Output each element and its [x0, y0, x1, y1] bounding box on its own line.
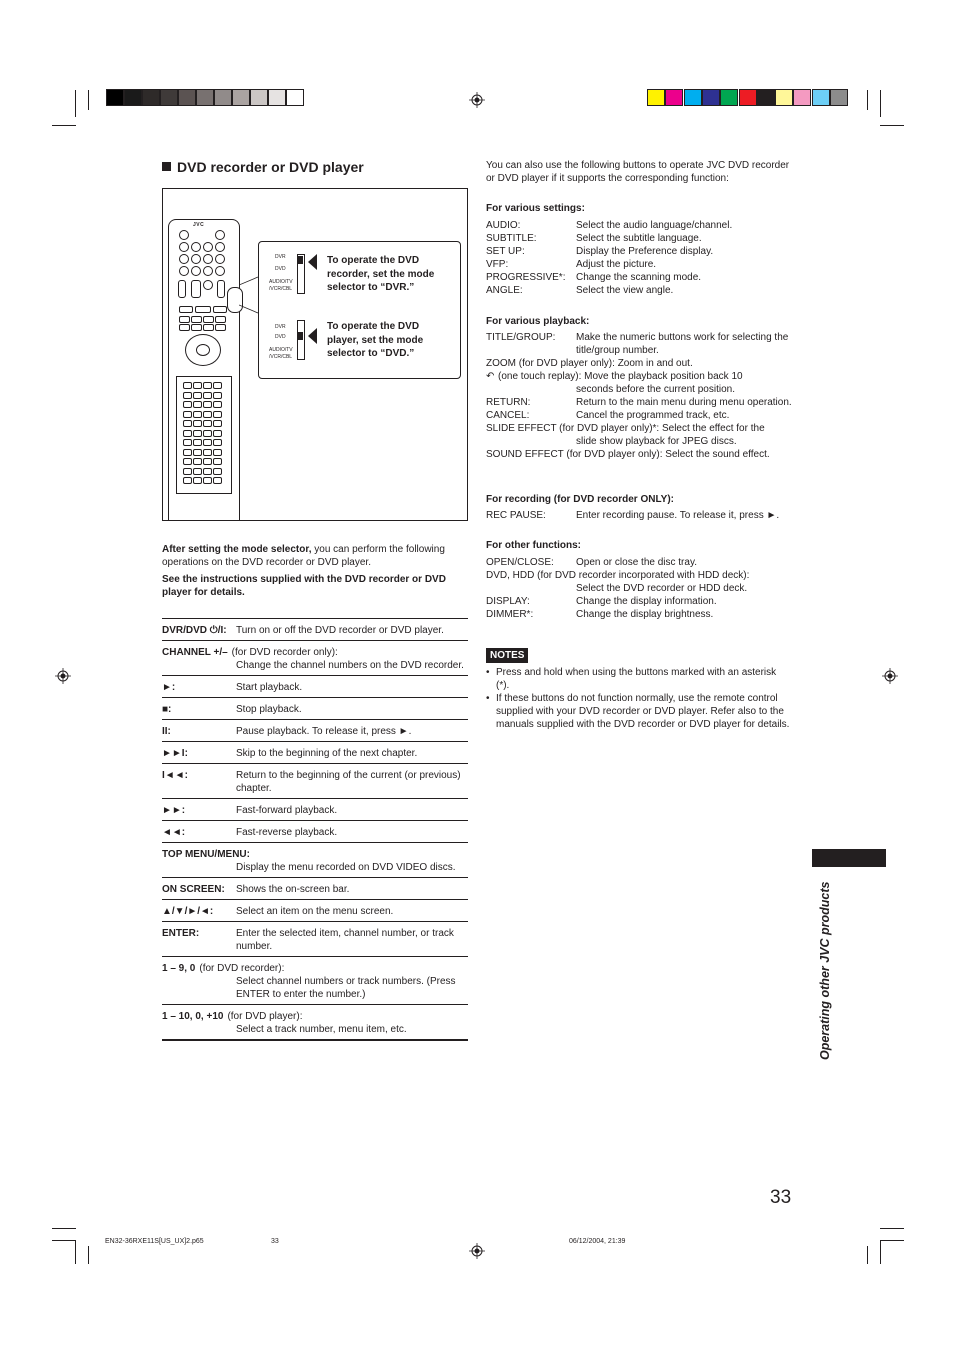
remote-button [179, 316, 190, 323]
mode-selector-callout [258, 241, 461, 379]
gray-swatch [232, 89, 250, 106]
bullet-icon: • [486, 693, 490, 704]
remote-button [178, 280, 186, 298]
remote-button [191, 316, 202, 323]
setting-key: SUBTITLE: [486, 233, 537, 244]
command-description: Start playback. [236, 682, 303, 693]
gray-swatch [196, 89, 214, 106]
side-label: Operating other JVC products [818, 881, 832, 1060]
remote-button [215, 254, 225, 264]
remote-button [203, 316, 214, 323]
command-row [162, 742, 468, 764]
one-touch-replay-icon: ↶ [486, 371, 495, 382]
remote-button [215, 230, 225, 240]
command-key: ▲/▼/►/◄: [162, 906, 214, 917]
command-row [162, 821, 468, 843]
command-row [162, 843, 468, 878]
intro-see-instructions: See the instructions supplied with the DVD recorder or DVD player for details. [162, 574, 446, 598]
command-key: 1 – 10, 0, +10 [162, 1011, 224, 1022]
command-row [162, 698, 468, 720]
setting-value: Change the scanning mode. [576, 272, 702, 283]
remote-control-illustration [168, 219, 240, 520]
command-description: Select channel numbers or track numbers. (Press ENTER to enter the number.) [236, 976, 456, 1000]
command-key: II: [162, 726, 171, 737]
command-key: ■: [162, 704, 172, 715]
command-key: 1 – 9, 0 [162, 963, 196, 974]
remote-button [215, 266, 225, 276]
color-swatch [775, 89, 793, 106]
command-key: CHANNEL +/– [162, 647, 228, 658]
remote-button [179, 254, 189, 264]
switch-knob [297, 256, 303, 264]
color-swatch [793, 89, 811, 106]
footer-page: 33 [271, 1238, 279, 1245]
setting-row [486, 232, 796, 245]
setting-key: PROGRESSIVE*: [486, 272, 566, 283]
command-key: I◄◄: [162, 770, 188, 781]
command-key: ►►I: [162, 748, 188, 759]
color-swatch [739, 89, 757, 106]
remote-button [213, 306, 227, 313]
footer-date: 06/12/2004, 21:39 [569, 1238, 626, 1245]
color-swatch [702, 89, 720, 106]
setting-key: ANGLE: [486, 285, 523, 296]
command-description: Turn on or off the DVD recorder or DVD player. [236, 625, 444, 636]
setting-key: SET UP: [486, 246, 525, 257]
color-swatch [720, 89, 738, 106]
command-row [162, 900, 468, 922]
command-description: Return to the beginning of the current (or previous) chapter. [236, 770, 461, 794]
command-key: DVR/DVD ⏻/I: [162, 625, 227, 636]
command-description: Fast-reverse playback. [236, 827, 338, 838]
remote-button [191, 266, 201, 276]
command-row [162, 619, 468, 641]
setting-value: Display the Preference display. [576, 246, 714, 257]
dvd-switch-diagram: DVR DVD AUDIO/TV /VCR/CBL [269, 318, 319, 362]
command-description: Display the menu recorded on DVD VIDEO discs. [236, 862, 456, 873]
command-key: ◄◄: [162, 827, 186, 838]
setting-row [486, 258, 796, 271]
remote-button [215, 242, 225, 252]
remote-button [203, 254, 213, 264]
settings-list [486, 219, 796, 297]
right-intro: You can also use the following buttons to operate JVC DVD recorder or DVD player if it supports the corresponding function: [486, 160, 790, 184]
gray-swatch [142, 89, 160, 106]
footer-file: EN32-36RXE11S[US_UX]2.p65 [105, 1238, 204, 1245]
intro-text: After setting the mode selector, you can perform the following operations on the DVD recorder or DVD player. [162, 544, 445, 568]
setting-row [486, 245, 796, 258]
color-swatch [684, 89, 702, 106]
dvr-instruction: To operate the DVD recorder, set the mode selector to “DVR.” [327, 255, 435, 293]
command-table [162, 618, 468, 1041]
command-description: Select an item on the menu screen. [236, 906, 394, 917]
illustration-box [162, 188, 468, 521]
setting-row [486, 271, 796, 284]
remote-button [217, 280, 225, 298]
registration-mark-icon [55, 668, 71, 684]
remote-button [191, 324, 202, 331]
settings-title: For various settings: [486, 203, 585, 214]
remote-button [203, 266, 213, 276]
command-key: TOP MENU/MENU: [162, 849, 250, 860]
command-description: Pause playback. To release it, press ►. [236, 726, 412, 737]
notes-label: NOTES [486, 648, 528, 663]
command-row [162, 720, 468, 742]
color-swatch [665, 89, 683, 106]
command-row [162, 922, 468, 957]
remote-button [179, 230, 189, 240]
command-description: Select a track number, menu item, etc. [236, 1024, 407, 1035]
command-key: ENTER: [162, 928, 200, 939]
setting-key: AUDIO: [486, 220, 521, 231]
registration-mark-icon [882, 668, 898, 684]
gray-swatch [250, 89, 268, 106]
remote-button [215, 324, 226, 331]
remote-button [179, 266, 189, 276]
recording-list: REC PAUSE: Enter recording pause. To release it, press ►. [486, 510, 780, 521]
square-bullet-icon [162, 162, 171, 171]
color-swatch [830, 89, 848, 106]
color-swatch [647, 89, 665, 106]
remote-button [179, 306, 193, 313]
remote-button [179, 242, 189, 252]
notes-list [486, 666, 792, 731]
command-row [162, 641, 468, 676]
command-description: Enter the selected item, channel number, or track number. [236, 928, 454, 952]
command-row [162, 878, 468, 900]
switch-slot [297, 320, 305, 360]
remote-button [203, 324, 214, 331]
setting-row [486, 284, 796, 297]
dvr-switch-diagram: DVR DVD AUDIO/TV /VCR/CBL [269, 252, 319, 296]
arrow-left-icon [305, 252, 317, 272]
playback-list: TITLE/GROUP: Make the numeric buttons work for selecting the title/group number. ZOOM (for DVD player only): Zoom in and out. ↶ (one touch replay): Move the playback position back 10 seconds before the current position. RETURN: Return to the main menu during menu operation. CANCEL: Cancel the programmed track, etc. SLIDE EFFECT (for DVD player only)*: Select the effect for the slide show playback for JPEG discs. SOUND EFFECT (for DVD player only): Select the sound effect. [486, 332, 792, 460]
gray-swatch [124, 89, 142, 106]
note-text: If these buttons do not function normally, use the remote control supplied with your DVD recorder or DVD player. Refer also to the manuals supplied with the DVD recorder or DVD player for details. [496, 693, 790, 730]
setting-value: Adjust the picture. [576, 259, 657, 270]
color-swatch [812, 89, 830, 106]
recording-title: For recording (for DVD recorder ONLY): [486, 494, 674, 505]
other-list: OPEN/CLOSE: Open or close the disc tray. DVD, HDD (for DVD recorder incorporated with HDD deck): Select the DVD recorder or HDD deck. DISPLAY: Change the display information. DIMMER*: Change the display brightness. [486, 557, 750, 620]
dvd-instruction: To operate the DVD player, set the mode selector to “DVD.” [327, 321, 424, 359]
command-note: (for DVD recorder): [199, 963, 285, 974]
side-tab-bar [812, 849, 886, 867]
gray-swatch [214, 89, 232, 106]
remote-button [179, 324, 190, 331]
color-swatch [757, 89, 775, 106]
command-row [162, 764, 468, 799]
remote-keypad-panel [176, 376, 232, 494]
setting-value: Select the view angle. [576, 285, 674, 296]
note-text: Press and hold when using the buttons marked with an asterisk (*). [496, 667, 777, 691]
remote-button [195, 306, 211, 313]
command-note: (for DVD player): [227, 1011, 303, 1022]
gray-swatch [106, 89, 124, 106]
gray-swatch [178, 89, 196, 106]
command-key: ►: [162, 682, 176, 693]
command-description: Change the channel numbers on the DVD recorder. [236, 660, 464, 671]
command-description: Stop playback. [236, 704, 302, 715]
remote-button [191, 254, 201, 264]
bullet-icon: • [486, 667, 490, 678]
note-item [486, 666, 792, 692]
registration-mark-icon [469, 1243, 485, 1259]
arrow-left-icon [305, 326, 317, 346]
remote-button [191, 242, 201, 252]
command-row [162, 799, 468, 821]
callout-pointer [239, 275, 259, 315]
command-description: Shows the on-screen bar. [236, 884, 350, 895]
remote-button [203, 242, 213, 252]
playback-title: For various playback: [486, 316, 590, 327]
note-item [486, 692, 792, 731]
registration-mark-icon [469, 92, 485, 108]
command-description: Fast-forward playback. [236, 805, 338, 816]
command-note: (for DVD recorder only): [231, 647, 338, 658]
setting-value: Select the subtitle language. [576, 233, 702, 244]
gray-swatch [160, 89, 178, 106]
remote-button [191, 280, 201, 298]
command-key: ►►: [162, 805, 186, 816]
remote-button [196, 344, 210, 356]
other-title: For other functions: [486, 540, 581, 551]
remote-brand-logo: JVC [193, 222, 205, 228]
command-row [162, 957, 468, 1005]
remote-button [203, 280, 213, 290]
setting-value: Select the audio language/channel. [576, 220, 733, 231]
setting-row [486, 219, 796, 232]
command-row [162, 1005, 468, 1039]
remote-button [215, 316, 226, 323]
gray-swatch [286, 89, 304, 106]
command-key: ON SCREEN: [162, 884, 225, 895]
switch-knob [297, 332, 303, 340]
command-row [162, 676, 468, 698]
page-number: 33 [770, 1187, 792, 1208]
setting-key: VFP: [486, 259, 509, 270]
gray-swatch [268, 89, 286, 106]
command-description: Skip to the beginning of the next chapter. [236, 748, 418, 759]
section-heading: DVD recorder or DVD player [162, 158, 364, 176]
